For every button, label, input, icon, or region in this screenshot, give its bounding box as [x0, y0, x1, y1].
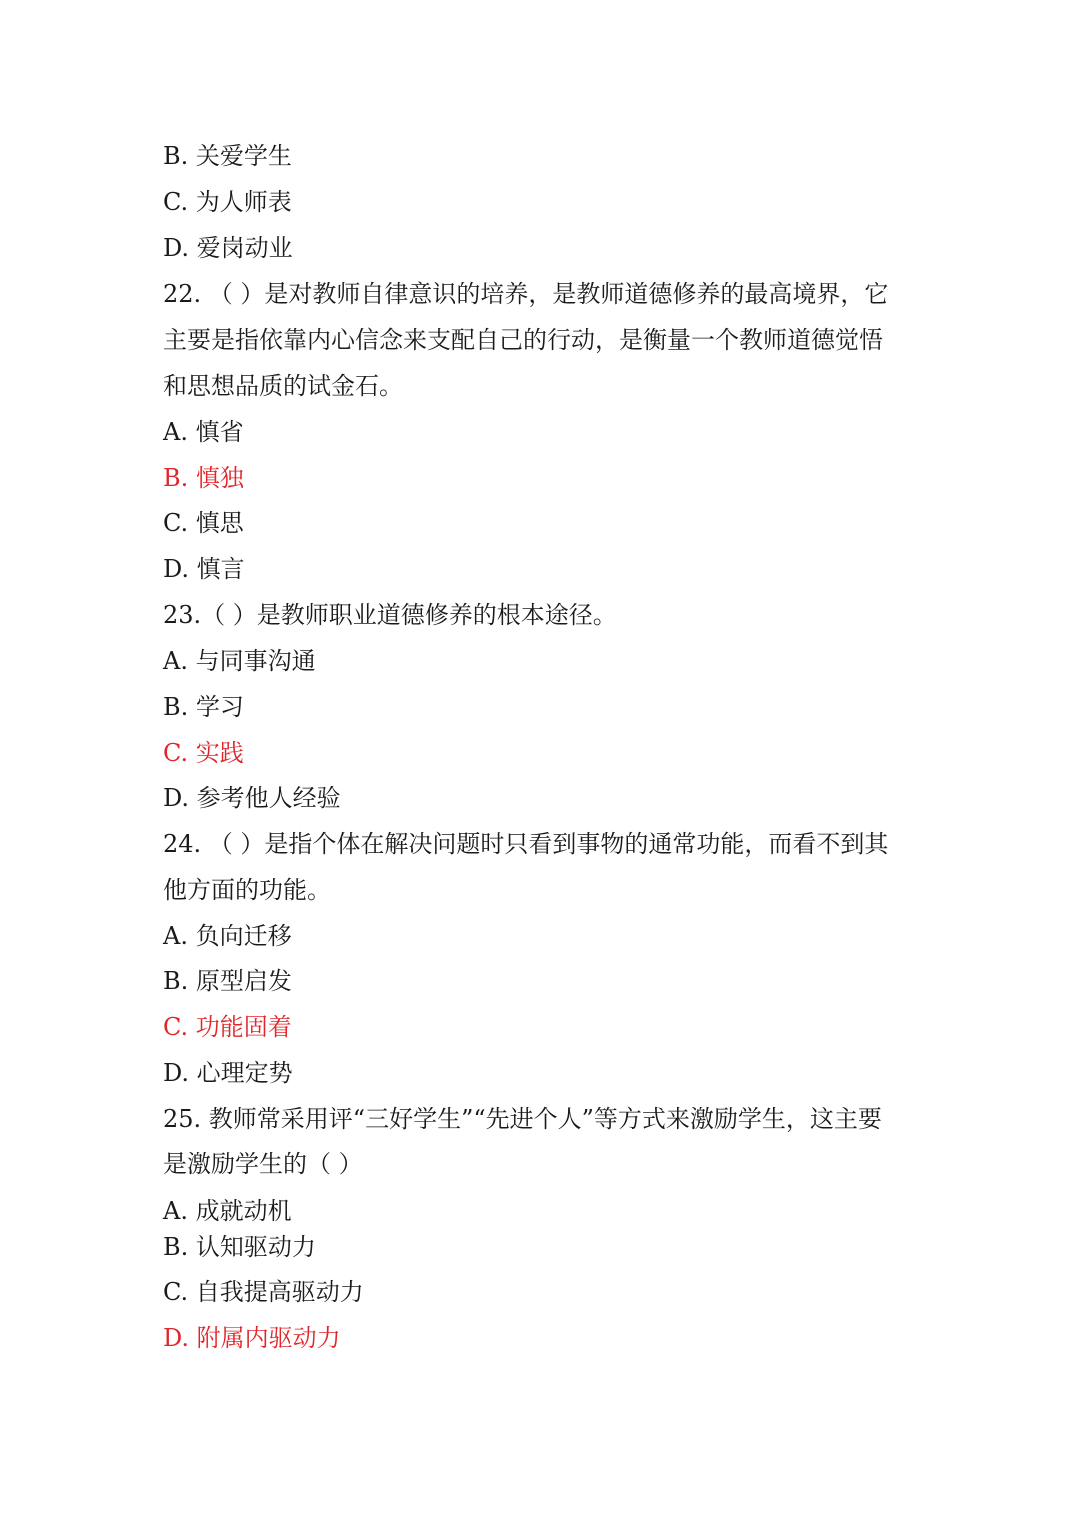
question-line: 22. （ ）是对教师自律意识的培养，是教师道德修养的最高境界，它 [163, 280, 889, 308]
option-line: A. 负向迁移 [163, 922, 292, 950]
correct-answer-line: C. 实践 [163, 739, 244, 767]
option-line: D. 心理定势 [163, 1059, 293, 1087]
correct-answer-line: B. 慎独 [163, 464, 244, 492]
option-line: A. 成就动机 [163, 1197, 292, 1225]
option-line: C. 慎思 [163, 509, 244, 537]
option-line: D. 爱岗动业 [163, 234, 293, 262]
option-line: A. 慎省 [163, 418, 244, 446]
question-line: 主要是指依靠内心信念来支配自己的行动，是衡量一个教师道德觉悟 [163, 326, 883, 354]
option-line: D. 参考他人经验 [163, 784, 341, 812]
question-line: 和思想品质的试金石。 [163, 372, 403, 400]
question-line: 24. （ ）是指个体在解决问题时只看到事物的通常功能，而看不到其 [163, 830, 889, 858]
correct-answer-line: D. 附属内驱动力 [163, 1324, 341, 1352]
option-line: C. 为人师表 [163, 188, 292, 216]
option-line: A. 与同事沟通 [163, 647, 316, 675]
question-line: 他方面的功能。 [163, 876, 331, 904]
option-line: B. 学习 [163, 693, 244, 721]
option-line: B. 原型启发 [163, 967, 292, 995]
question-line: 25. 教师常采用评“三好学生”“先进个人”等方式来激励学生，这主要 [163, 1105, 882, 1133]
option-line: B. 关爱学生 [163, 142, 292, 170]
correct-answer-line: C. 功能固着 [163, 1013, 292, 1041]
question-line: 23.（ ）是教师职业道德修养的根本途径。 [163, 601, 617, 629]
question-line: 是激励学生的（ ） [163, 1150, 363, 1178]
option-line: C. 自我提高驱动力 [163, 1278, 364, 1306]
option-line: B. 认知驱动力 [163, 1233, 316, 1261]
option-line: D. 慎言 [163, 555, 245, 583]
